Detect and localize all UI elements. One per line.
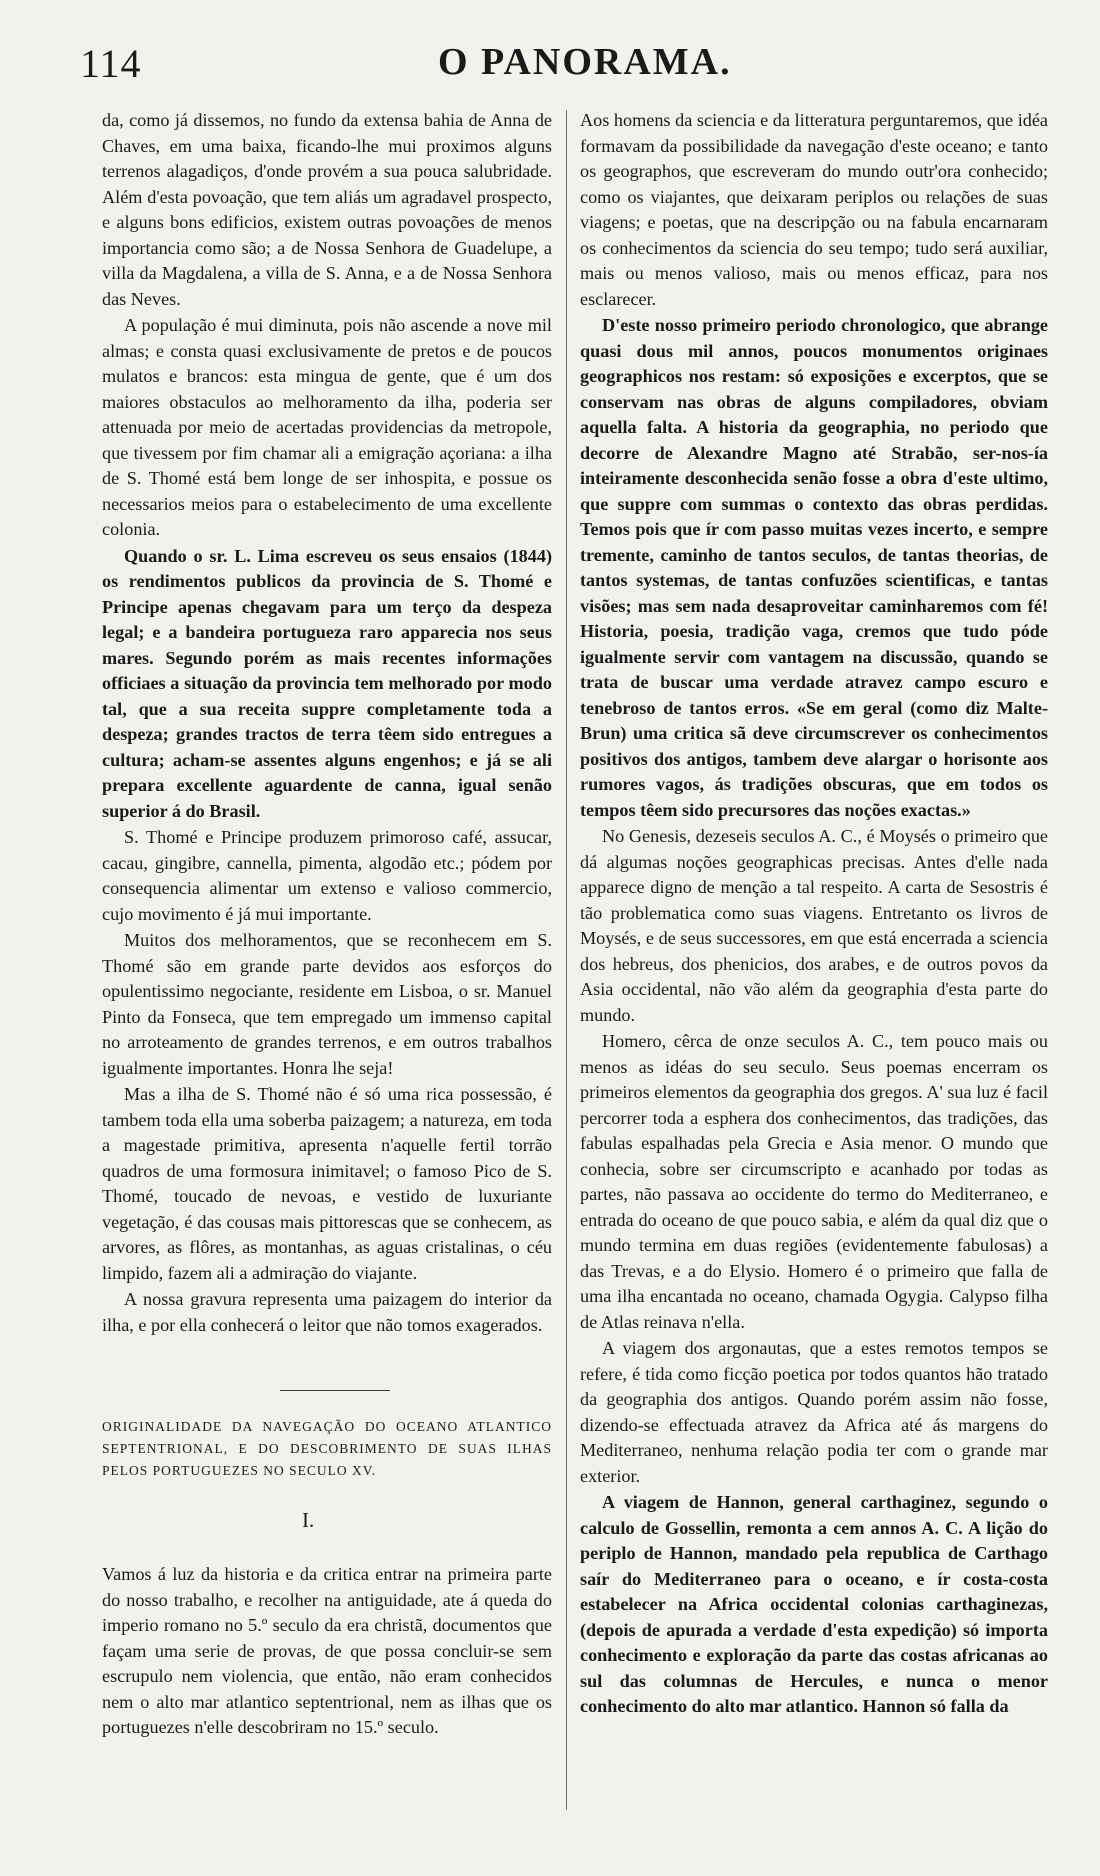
section-heading: ORIGINALIDADE DA NAVEGAÇÃO DO OCEANO ATLANTICO SEPTENTRIONAL, E DO DESCOBRIMENTO DE SUAS ILHAS PELOS PORTUGUEZES NO SECULO XV. bbox=[102, 1419, 552, 1478]
left-column bbox=[102, 108, 552, 1338]
right-paragraph-5: A viagem dos argonautas, que a estes remotos tempos se refere, é tida como ficção poetica por todos quantos hão tratado da geographia dos antigos. Quando porém assim não fosse, dizendo-se effectuada atravez da Africa até ás margens do Mediterraneo, nenhuma relação podia ter com o grande mar exterior. bbox=[580, 1338, 1048, 1486]
right-paragraph-4: Homero, cêrca de onze seculos A. C., tem pouco mais ou menos as idéas do seu seculo. Seus poemas encerram os primeiros elementos da geographia dos gregos. A' sua luz é facil percorrer toda a esphera dos conhecimentos, das tradições, das fabulas espalhadas pela Grecia e Asia menor. O mundo que conhecia, sobre ser circumscripto e acanhado por todas as partes, não passava ao occidente do termo do Mediterraneo, e entrada do oceano de que pouco sabia, e além da qual diz que o mundo termina em duas regiões (evidentemente fabulosas) a das Trevas, e a do Elysio. Homero é o primeiro que falla de uma ilha encantada no oceano, chamada Ogygia. Calypso filha de Atlas reinava n'ella. bbox=[580, 1031, 1048, 1332]
left-paragraph-3: Quando o sr. L. Lima escreveu os seus ensaios (1844) os rendimentos publicos da provincia de S. Thomé e Principe apenas chegavam para um terço da despeza legal; e a bandeira portugueza raro apparecia nos seus mares. Segundo porém as mais recentes informações officiaes a situação da provincia tem melhorado por modo tal, que a sua receita suppre completamente toda a despeza; grandes tractos de terra têem sido entregues a cultura; acham-se assentes alguns engenhos; e já se ali prepara excellente aguardente de canna, igual senão superior á do Brasil. bbox=[102, 545, 552, 821]
right-column bbox=[580, 108, 1048, 1720]
left-paragraph-5: Muitos dos melhoramentos, que se reconhecem em S. Thomé são em grande parte devidos aos esforços do opulentissimo negociante, residente em Lisboa, o sr. Manuel Pinto da Fonseca, que tem empregado um immenso capital no arroteamento de grandes terrenos, e em outros trabalhos igualmente importantes. Honra lhe seja! bbox=[102, 930, 552, 1078]
right-paragraph-6: A viagem de Hannon, general carthaginez, segundo o calculo de Gossellin, remonta a cem annos A. C. A lição do periplo de Hannon, mandado pela republica de Carthago saír do Mediterraneo para o oceano, e ír costa-costa estabelecer na Africa occidental colonias carthaginezas, (depois de apurada a verdade d'esta expedição) só importa conhecimento e exploração da parte das costas africanas ao sul das columnas de Hercules, e nunca o menor conhecimento do alto mar atlantico. Hannon só falla da bbox=[580, 1492, 1048, 1716]
section-divider-rule bbox=[280, 1390, 390, 1391]
section-number: I. bbox=[302, 1508, 315, 1532]
column-divider bbox=[566, 110, 567, 1810]
left-paragraph-7: A nossa gravura representa uma paizagem do interior da ilha, e por ella conhecerá o leitor que não tomos exagerados. bbox=[102, 1289, 552, 1335]
right-paragraph-1: Aos homens da sciencia e da litteratura perguntaremos, que idéa formavam da possibilidade da navegação d'este oceano; e tanto os geographos, que escreveram do mundo outr'ora conhecido; como os viajantes, que deixaram periplos ou relações de suas viagens; e poetas, que na descripção ou na fabula encarnaram os conhecimentos da sciencia do seu tempo; tudo será auxiliar, mais ou menos valioso, mais ou menos efficaz, para nos esclarecer. bbox=[580, 110, 1048, 309]
journal-title: O PANORAMA. bbox=[438, 41, 732, 83]
left-paragraph-1: da, como já dissemos, no fundo da extensa bahia de Anna de Chaves, em uma baixa, ficando-lhe mui proximos alguns terrenos alagadiços, d'onde provém a sua pouca salubridade. Além d'esta povoação, que tem aliás um agradavel prospecto, e alguns bons edificios, existem outras povoações de menos importancia como são; a de Nossa Senhora de Guadelupe, a villa da Magdalena, a villa de S. Anna, e a de Nossa Senhora das Neves. bbox=[102, 110, 552, 309]
left-paragraph-4: S. Thomé e Principe produzem primoroso café, assucar, cacau, gingibre, cannella, pimenta, algodão etc.; pódem por consequencia alimentar um extenso e valioso commercio, cujo movimento é já mui importante. bbox=[102, 827, 552, 924]
left-paragraph-8: Vamos á luz da historia e da critica entrar na primeira parte do nosso trabalho, e recolher na antiguidade, ate á queda do imperio romano no 5.º seculo da era christã, documentos que façam uma serie de provas, de que possa concluir-se sem escrupulo nem violencia, que então, não eram conhecidos nem o alto mar atlantico septentrional, nem as ilhas que os portuguezes n'elle descobriram no 15.º seculo. bbox=[102, 1564, 552, 1737]
page-number: 114 bbox=[80, 41, 142, 86]
left-paragraph-2: A população é mui diminuta, pois não ascende a nove mil almas; e consta quasi exclusivamente de pretos e de poucos mulatos e brancos: esta mingua de gente, que é um dos maiores obstaculos ao melhoramento da ilha, poderia ser attenuada por meio de acertadas providencias da metropole, que tivessem por fim chamar ali a emigração açoriana: a ilha de S. Thomé está bem longe de ser inhospita, e possue os necessarios meios para o estabelecimento de uma excellente colonia. bbox=[102, 315, 552, 539]
right-paragraph-2: D'este nosso primeiro periodo chronologico, que abrange quasi dous mil annos, poucos monumentos originaes geographicos nos restam: só exposições e excerptos, que se conservam nas obras de alguns compiladores, obviam aquella falta. A historia da geographia, no periodo que decorre de Alexandre Magno até Strabão, ser-nos-ía inteiramente desconhecida senão fosse a obra d'este ultimo, que suppre com summas o contexto das obras perdidas. Temos pois que ír com passo muitas vezes incerto, e sempre tremente, caminho de tantos seculos, de tantas theorias, de tantos systemas, de tantas confuzões scientificas, e tantas visões; mas sem nada desaproveitar caminharemos com fé! Historia, poesia, tradição vaga, cremos que tudo póde igualmente servir com vantagem na discussão, quando se trata de buscar uma verdade atravez campo escuro e tenebroso de tantos erros. «Se em geral (como diz Malte-Brun) uma critica sã deve circumscrever os conhecimentos positivos dos antigos, tambem deve alargar o horisonte aos rumores vagos, ás tradições obscuras, que em todos os tempos têem sido precursores das noções exactas.» bbox=[580, 315, 1048, 820]
left-column-bottom bbox=[102, 1562, 552, 1741]
right-paragraph-3: No Genesis, dezeseis seculos A. C., é Moysés o primeiro que dá algumas noções geographicas precisas. Antes d'elle nada apparece digno de menção a tal respeito. A carta de Sesostris é tão problematica como suas viagens. Entretanto os livros de Moysés, e de seus successores, em que está encerrada a sciencia dos hebreus, dos phenicios, dos arabes, e de outros povos da Asia occidental, não vão além da geographia d'esta parte do mundo. bbox=[580, 826, 1048, 1025]
left-paragraph-6: Mas a ilha de S. Thomé não é só uma rica possessão, é tambem toda ella uma soberba paizagem; a natureza, em toda a magestade primitiva, apresenta n'aquelle fertil torrão quadros de uma formosura inimitavel; o famoso Pico de S. Thomé, toucado de nevoas, e vestido de luxuriante vegetação, é das cousas mais pittorescas que se conhecem, as arvores, as flôres, as montanhas, as aguas cristalinas, o céu limpido, fazem ali a admiração do viajante. bbox=[102, 1084, 552, 1283]
page-header bbox=[0, 34, 1100, 90]
